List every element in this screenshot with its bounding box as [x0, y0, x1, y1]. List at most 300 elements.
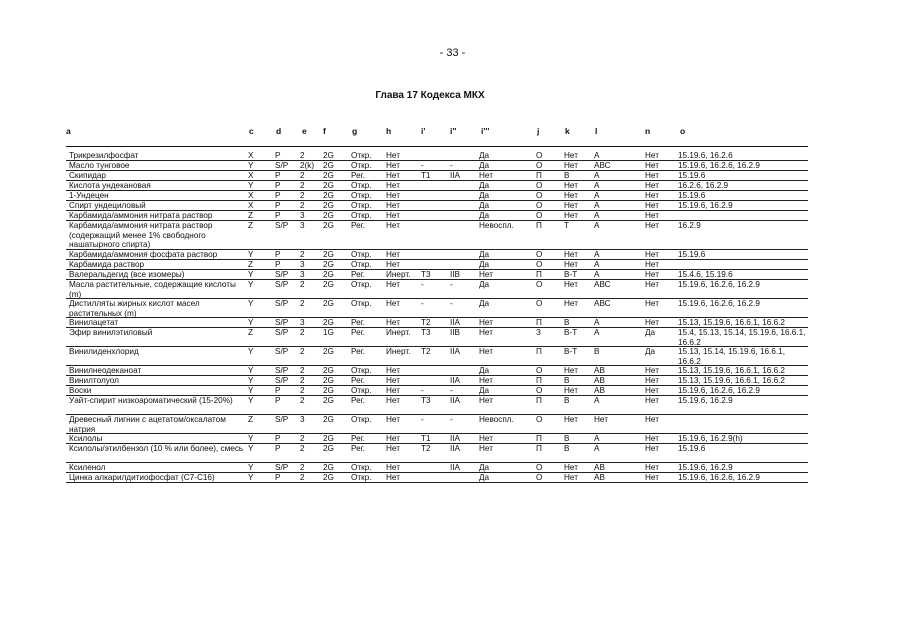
cell-h: Нет [386, 191, 400, 200]
table-row [66, 415, 808, 434]
cell-o: 15.19.6 [678, 191, 706, 200]
cell-a: Карбамида раствор [69, 260, 145, 269]
cell-a: Трикрезилфосфат [69, 151, 139, 160]
cell-a: Дистилляты жирных кислот масел растительных (m) [69, 299, 200, 318]
cell-j: О [536, 473, 543, 482]
cell-l: АВ [594, 463, 605, 472]
cell-i3: Нет [479, 444, 493, 453]
cell-i3: Да [479, 211, 490, 220]
cell-l: А [594, 151, 600, 160]
cell-l: АВС [594, 161, 611, 170]
cell-f: 2G [323, 434, 334, 443]
cell-a: Древесный лигнин с ацетатом/оксалатом натрия [69, 415, 226, 434]
cell-g: Рег. [351, 318, 365, 327]
cell-k: Нет [564, 280, 578, 289]
cell-o: 15.19.6, 16.2.6, 16.2.9 [678, 386, 760, 395]
cell-n: Нет [645, 191, 659, 200]
cell-l: А [594, 191, 600, 200]
cell-k: В-Т [564, 328, 578, 337]
cell-o: 15.13, 15.19.6, 16.6.1, 16.6.2 [678, 376, 785, 385]
cell-j: О [536, 201, 543, 210]
cell-o: 15.19.6, 16.2.6 [678, 151, 733, 160]
cell-i3: Нет [479, 328, 493, 337]
cell-n: Нет [645, 260, 659, 269]
cell-g: Откр. [351, 280, 372, 289]
cell-l: А [594, 211, 600, 220]
cell-n: Нет [645, 221, 659, 230]
cell-d: P [275, 201, 281, 210]
cell-o: 15.19.6, 16.2.6, 16.2.9 [678, 161, 760, 170]
cell-c: Y [248, 444, 254, 453]
cell-d: P [275, 151, 281, 160]
cell-i1: T3 [421, 396, 431, 405]
cell-e: 2 [300, 191, 305, 200]
cell-i3: Нет [479, 270, 493, 279]
cell-l: А [594, 270, 600, 279]
cell-a: Карбамида/аммония нитрата раствор (содержащий менее 1% свободного нашатырного спирта) [69, 221, 213, 250]
cell-g: Откр. [351, 473, 372, 482]
table-row [66, 181, 808, 191]
cell-e: 3 [300, 415, 305, 424]
cell-d: P [275, 181, 281, 190]
cell-k: В-Т [564, 270, 578, 279]
cell-c: X [248, 191, 254, 200]
cell-i2: IIA [450, 318, 461, 327]
cell-h: Нет [386, 434, 400, 443]
cell-k: В [564, 318, 570, 327]
column-header-i2: i'' [450, 126, 457, 136]
cell-k: В [564, 376, 570, 385]
cell-f: 1G [323, 328, 334, 337]
cell-n: Нет [645, 211, 659, 220]
cell-j: О [536, 366, 543, 375]
cell-i3: Нет [479, 376, 493, 385]
cell-e: 3 [300, 211, 305, 220]
cell-o: 15.19.6 [678, 444, 706, 453]
cell-f: 2G [323, 270, 334, 279]
table-row [66, 191, 808, 201]
cell-j: О [536, 211, 543, 220]
column-header-l: l [595, 126, 598, 136]
table-row [66, 444, 808, 463]
cell-i1: - [421, 415, 424, 424]
cell-f: 2G [323, 376, 334, 385]
cell-e: 2 [300, 181, 305, 190]
cell-o: 15.19.6, 16.2.9 [678, 201, 733, 210]
cell-i3: Да [479, 366, 490, 375]
cell-e: 2(k) [300, 161, 315, 170]
cell-f: 2G [323, 444, 334, 453]
cell-l: А [594, 260, 600, 269]
column-header-i1: i' [421, 126, 426, 136]
cell-i1: T3 [421, 328, 431, 337]
cell-a: Спирт ундециловый [69, 201, 146, 210]
table-row [66, 386, 808, 396]
cell-h: Нет [386, 181, 400, 190]
cell-a: Воски [69, 386, 92, 395]
cell-i1: T1 [421, 434, 431, 443]
cell-k: В [564, 444, 570, 453]
cell-d: S/P [275, 415, 289, 424]
table-row [66, 396, 808, 415]
cell-h: Нет [386, 366, 400, 375]
cell-n: Нет [645, 270, 659, 279]
cell-k: Нет [564, 473, 578, 482]
cell-f: 2G [323, 250, 334, 259]
cell-i3: Да [479, 201, 490, 210]
cell-i3: Да [479, 280, 490, 289]
cell-f: 2G [323, 211, 334, 220]
cell-n: Нет [645, 250, 659, 259]
cell-i3: Да [479, 473, 490, 482]
cell-l: А [594, 201, 600, 210]
cell-f: 2G [323, 396, 334, 405]
cell-e: 3 [300, 270, 305, 279]
cell-i3: Нет [479, 434, 493, 443]
cell-i1: T1 [421, 171, 431, 180]
cell-n: Нет [645, 396, 659, 405]
cell-f: 2G [323, 280, 334, 289]
cell-j: П [536, 434, 542, 443]
cell-d: S/P [275, 328, 289, 337]
cell-g: Рег. [351, 171, 365, 180]
cell-o: 15.19.6 [678, 250, 706, 259]
table-row [66, 270, 808, 280]
cell-e: 2 [300, 151, 305, 160]
cell-l: АВ [594, 473, 605, 482]
cell-c: Y [248, 396, 254, 405]
cell-k: Нет [564, 211, 578, 220]
cell-g: Откр. [351, 463, 372, 472]
cell-i2: - [450, 280, 453, 289]
cell-i1: - [421, 161, 424, 170]
cell-j: П [536, 376, 542, 385]
cell-k: В [564, 434, 570, 443]
cell-c: Y [248, 318, 254, 327]
cell-o: 15.19.6, 16.2.9 [678, 463, 733, 472]
cell-n: Нет [645, 415, 659, 424]
cell-d: S/P [275, 280, 289, 289]
cell-c: X [248, 201, 254, 210]
cell-f: 2G [323, 171, 334, 180]
cell-i1: T2 [421, 444, 431, 453]
cell-d: P [275, 444, 281, 453]
cell-n: Нет [645, 376, 659, 385]
cell-e: 2 [300, 434, 305, 443]
cell-j: О [536, 415, 543, 424]
cell-h: Нет [386, 444, 400, 453]
cell-o: 15.19.6, 16.2.6, 16.2.9 [678, 280, 760, 289]
cell-i2: IIB [450, 270, 461, 279]
cell-k: Нет [564, 181, 578, 190]
cell-g: Откр. [351, 260, 372, 269]
cell-c: Y [248, 181, 254, 190]
cell-o: 15.13, 15.14, 15.19.6, 16.6.1, 16.6.2 [678, 347, 785, 366]
cell-d: P [275, 211, 281, 220]
cell-g: Откр. [351, 161, 372, 170]
cell-i2: - [450, 299, 453, 308]
cell-j: О [536, 386, 543, 395]
cell-e: 2 [300, 250, 305, 259]
table-row [66, 260, 808, 270]
cell-n: Нет [645, 161, 659, 170]
column-headers [0, 125, 905, 139]
cell-o: 15.4, 15.13, 15.14, 15.19.6, 16.6.1, 16.6.2 [678, 328, 806, 347]
cell-e: 2 [300, 299, 305, 308]
cell-i2: IIA [450, 347, 461, 356]
cell-c: Y [248, 280, 254, 289]
cell-d: S/P [275, 376, 289, 385]
table-row [66, 463, 808, 473]
cell-f: 2G [323, 201, 334, 210]
cell-k: Нет [564, 161, 578, 170]
cell-i2: - [450, 415, 453, 424]
cell-k: В [564, 396, 570, 405]
cell-a: Цинка алкарилдитиофосфат (C7-C16) [69, 473, 215, 482]
column-header-e: e [302, 126, 307, 136]
cell-c: Y [248, 434, 254, 443]
cell-n: Нет [645, 151, 659, 160]
cell-e: 2 [300, 366, 305, 375]
cell-e: 2 [300, 376, 305, 385]
cell-k: Нет [564, 191, 578, 200]
cell-c: Y [248, 366, 254, 375]
cell-i2: - [450, 386, 453, 395]
cell-j: О [536, 280, 543, 289]
cell-a: Винилацетат [69, 318, 119, 327]
cell-j: П [536, 318, 542, 327]
page-number: - 33 - [439, 47, 466, 59]
cell-a: Уайт-спирит низкоароматический (15-20%) [69, 396, 233, 405]
cell-f: 2G [323, 151, 334, 160]
cell-f: 2G [323, 347, 334, 356]
cell-o: 16.2.9 [678, 221, 701, 230]
cell-d: P [275, 396, 281, 405]
table-row [66, 211, 808, 221]
cell-a: Эфир винилэтиловый [69, 328, 153, 337]
cell-i3: Да [479, 161, 490, 170]
cell-f: 2G [323, 366, 334, 375]
cell-c: Y [248, 473, 254, 482]
cell-h: Нет [386, 463, 400, 472]
cell-j: О [536, 161, 543, 170]
table-row [66, 328, 808, 347]
cell-a: Ксиленол [69, 463, 106, 472]
table-row [66, 151, 808, 161]
cell-c: X [248, 171, 254, 180]
cell-g: Рег. [351, 396, 365, 405]
cell-i1: - [421, 386, 424, 395]
cell-e: 2 [300, 201, 305, 210]
table-row [66, 318, 808, 328]
cell-h: Нет [386, 318, 400, 327]
cell-g: Рег. [351, 221, 365, 230]
cell-j: О [536, 191, 543, 200]
cell-j: О [536, 299, 543, 308]
cell-g: Откр. [351, 415, 372, 424]
cell-k: Нет [564, 366, 578, 375]
cell-j: П [536, 171, 542, 180]
cell-c: Y [248, 250, 254, 259]
cell-j: П [536, 444, 542, 453]
cell-a: Карбамида/аммония нитрата раствор [69, 211, 213, 220]
cell-d: S/P [275, 347, 289, 356]
cell-e: 2 [300, 347, 305, 356]
cell-l: Нет [594, 415, 608, 424]
table-row [66, 473, 808, 483]
cell-d: S/P [275, 299, 289, 308]
cell-c: Y [248, 161, 254, 170]
cell-e: 2 [300, 386, 305, 395]
cell-o: 15.19.6 [678, 171, 706, 180]
cell-e: 2 [300, 444, 305, 453]
cell-i3: Да [479, 386, 490, 395]
cell-f: 2G [323, 191, 334, 200]
cell-e: 3 [300, 221, 305, 230]
table-row [66, 280, 808, 299]
cell-d: P [275, 434, 281, 443]
cell-i3: Нет [479, 171, 493, 180]
cell-a: Скипидар [69, 171, 106, 180]
cell-g: Откр. [351, 181, 372, 190]
cell-c: Y [248, 270, 254, 279]
cell-l: А [594, 434, 600, 443]
cell-j: П [536, 270, 542, 279]
table-row [66, 347, 808, 366]
cell-d: P [275, 171, 281, 180]
cell-k: Нет [564, 463, 578, 472]
cell-n: Нет [645, 299, 659, 308]
column-header-a: a [66, 126, 71, 136]
cell-i3: Да [479, 181, 490, 190]
table-row [66, 250, 808, 260]
column-header-g: g [352, 126, 358, 136]
cell-n: Нет [645, 318, 659, 327]
column-header-n: n [645, 126, 651, 136]
cell-g: Откр. [351, 386, 372, 395]
cell-i3: Да [479, 151, 490, 160]
cell-e: 2 [300, 473, 305, 482]
cell-f: 2G [323, 463, 334, 472]
cell-a: Валеральдегид (все изомеры) [69, 270, 185, 279]
cell-k: Нет [564, 250, 578, 259]
cell-j: О [536, 181, 543, 190]
cell-i3: Нет [479, 318, 493, 327]
table-row [66, 161, 808, 171]
cell-n: Нет [645, 280, 659, 289]
cell-o: 15.19.6, 16.2.6, 16.2.9 [678, 299, 760, 308]
cell-d: S/P [275, 366, 289, 375]
cell-c: Y [248, 347, 254, 356]
cell-g: Откр. [351, 299, 372, 308]
cell-n: Нет [645, 386, 659, 395]
cell-h: Инерт. [386, 328, 411, 337]
cell-i2: IIA [450, 171, 461, 180]
cell-a: Ксилолы/этилбензол (10 % или более), смесь [69, 444, 244, 453]
cell-h: Нет [386, 299, 400, 308]
cell-i3: Да [479, 191, 490, 200]
cell-l: А [594, 250, 600, 259]
cell-n: Нет [645, 463, 659, 472]
cell-g: Рег. [351, 347, 365, 356]
cell-n: Нет [645, 366, 659, 375]
cell-c: X [248, 151, 254, 160]
cell-g: Откр. [351, 366, 372, 375]
cell-n: Да [645, 347, 656, 356]
column-header-d: d [276, 126, 282, 136]
table-row [66, 376, 808, 386]
cell-h: Нет [386, 280, 400, 289]
cell-c: Y [248, 299, 254, 308]
column-header-f: f [323, 126, 326, 136]
cell-o: 15.13, 15.19.6, 16.6.1, 16.6.2 [678, 318, 785, 327]
cell-f: 2G [323, 260, 334, 269]
table-row [66, 366, 808, 376]
cell-c: Z [248, 260, 254, 269]
cell-i2: IIA [450, 396, 461, 405]
cell-d: P [275, 473, 281, 482]
cell-a: Масло тунговое [69, 161, 130, 170]
cell-l: В [594, 347, 600, 356]
cell-l: АВ [594, 376, 605, 385]
cell-l: АВС [594, 299, 611, 308]
cell-i3: Да [479, 260, 490, 269]
column-header-k: k [565, 126, 570, 136]
cell-k: Нет [564, 299, 578, 308]
cell-h: Нет [386, 151, 400, 160]
cell-l: АВ [594, 386, 605, 395]
cell-i1: - [421, 299, 424, 308]
cell-k: Нет [564, 201, 578, 210]
cell-e: 2 [300, 171, 305, 180]
cell-e: 3 [300, 318, 305, 327]
cell-l: АВС [594, 280, 611, 289]
cell-i2: IIA [450, 376, 461, 385]
cell-f: 2G [323, 221, 334, 230]
column-header-j: j [537, 126, 540, 136]
cell-a: Кислота ундекановая [69, 181, 151, 190]
cell-l: А [594, 221, 600, 230]
cell-l: АВ [594, 366, 605, 375]
cell-o: 15.19.6, 16.2.9(h) [678, 434, 743, 443]
cell-h: Нет [386, 221, 400, 230]
cell-a: Винилиденхлорид [69, 347, 139, 356]
cell-j: П [536, 396, 542, 405]
cell-j: О [536, 250, 543, 259]
cell-i1: T2 [421, 318, 431, 327]
cell-g: Откр. [351, 191, 372, 200]
cell-f: 2G [323, 318, 334, 327]
cell-h: Инерт. [386, 347, 411, 356]
cell-c: Y [248, 386, 254, 395]
table-row [66, 171, 808, 181]
cell-f: 2G [323, 415, 334, 424]
cell-g: Откр. [351, 211, 372, 220]
cell-h: Нет [386, 161, 400, 170]
cell-c: Y [248, 376, 254, 385]
cell-d: S/P [275, 221, 289, 230]
cell-l: А [594, 328, 600, 337]
cell-h: Нет [386, 386, 400, 395]
cell-i3: Нет [479, 396, 493, 405]
cell-d: S/P [275, 161, 289, 170]
cell-h: Нет [386, 201, 400, 210]
cell-l: А [594, 181, 600, 190]
cell-l: А [594, 396, 600, 405]
cell-a: Карбамида/аммония фосфата раствор [69, 250, 218, 259]
cell-h: Нет [386, 260, 400, 269]
cell-f: 2G [323, 299, 334, 308]
